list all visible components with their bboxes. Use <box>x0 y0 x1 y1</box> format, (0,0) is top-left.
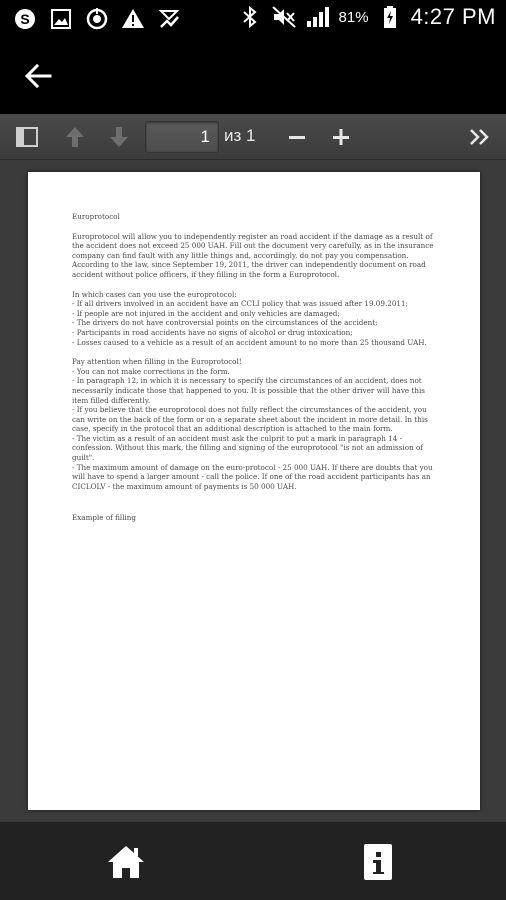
page-total-label: из 1 <box>224 126 256 145</box>
battery-charging-icon <box>377 4 403 30</box>
zoom-out-button[interactable] <box>281 121 313 153</box>
home-button[interactable] <box>104 840 148 884</box>
svg-text:S: S <box>20 11 30 27</box>
list-item: - The maximum amount of damage on the euro-protocol - 25 000 UAH. If there are doubts that you will have to spend a larger amount - call the police. If one of the road accident participants has an CICLOLV - the maximum amount of payments is 50 000 UAH. <box>72 462 433 491</box>
warning-icon <box>120 6 146 32</box>
battery-percent: 81% <box>338 8 369 26</box>
notification-icons <box>12 6 182 32</box>
list-item: - The victim as a result of an accident must ask the culprit to put a mark in paragraph 14 - confession. Without this mark, the filling and signing of the europrotocol "is not an admission of guilt". <box>72 433 423 463</box>
list-item: - In paragraph 12, in which it is necessary to specify the circumstances of an accident, does not necessarily indicate those that happened to you. It is possible that the other driver will have this item filled differently. <box>72 376 425 405</box>
document-title: Europrotocol <box>72 212 120 221</box>
previous-page-button[interactable] <box>59 121 91 153</box>
example-of-filling-link[interactable]: Example of filling <box>72 513 137 523</box>
intro-paragraph: Europrotocol will allow you to independently register an road accident if the damage as a result of the accident does not exceed 25 000 UAH. Fill out the document very carefully, as in the insurance company can find fault with any little things and, accordingly, do not pay you compensation. According to the law, since September 19, 2011, the driver can independently document on road accident without police officers, if they filling in the form a Europrotocol. <box>72 231 434 279</box>
skype-icon <box>12 6 38 32</box>
sidebar-icon <box>16 127 38 147</box>
page-number-input[interactable]: 1 <box>145 121 219 153</box>
list-item: - Participants in road accidents have no signs of alcohol or drug intoxication; <box>72 327 353 337</box>
document-viewer[interactable] <box>0 160 506 822</box>
more-tools-button[interactable] <box>464 121 496 153</box>
zoom-in-button[interactable] <box>325 121 357 153</box>
list-item: - If people are not injured in the accident and only vehicles are damaged; <box>72 308 340 318</box>
list-item: - The drivers do not have controversial points on the circumstances of the accident; <box>72 318 378 328</box>
minus-icon <box>288 128 306 146</box>
list-item: - If you believe that the europrotocol does not fully reflect the circumstances of the accident, you can write on the back of the form or on a separate sheet about the incident in more detail. In this case, specify in the protocol that an additional description is attached to the main form. <box>72 405 428 434</box>
pdf-page <box>28 172 480 810</box>
sync-icon <box>84 6 110 32</box>
section-heading: In which cases can you use the europrotocol: <box>72 289 237 299</box>
plus-icon <box>332 128 350 146</box>
double-chevron-right-icon <box>469 128 491 146</box>
home-icon <box>106 844 146 880</box>
arrow-up-icon <box>65 126 85 148</box>
back-button[interactable] <box>18 58 58 94</box>
status-bar <box>0 0 506 38</box>
info-button[interactable] <box>356 840 400 884</box>
list-item: - If all drivers involved in an accident have an CCLI policy that was issued after 19.09.2011; <box>72 299 408 309</box>
sidebar-toggle-button[interactable] <box>11 121 43 153</box>
system-icons <box>237 4 496 30</box>
arrow-down-icon <box>109 126 129 148</box>
bottom-bar <box>0 822 506 900</box>
document-content <box>72 212 436 523</box>
download-check-icon <box>156 6 182 32</box>
mute-icon <box>271 4 297 30</box>
signal-icon <box>305 4 331 30</box>
info-icon <box>362 842 394 882</box>
section-heading: Pay attention when filling in the Europrotocol! <box>72 357 242 367</box>
app-bar <box>0 38 506 114</box>
list-item: - Losses caused to a vehicle as a result of an accident amount to no more than 25 thousand UAH. <box>72 337 427 347</box>
arrow-back-icon <box>24 63 52 89</box>
bluetooth-icon <box>237 4 263 30</box>
next-page-button[interactable] <box>103 121 135 153</box>
clock: 4:27 PM <box>410 4 496 29</box>
list-item: - You can not make corrections in the form. <box>72 366 230 376</box>
image-icon <box>48 6 74 32</box>
pdf-toolbar <box>0 114 506 160</box>
